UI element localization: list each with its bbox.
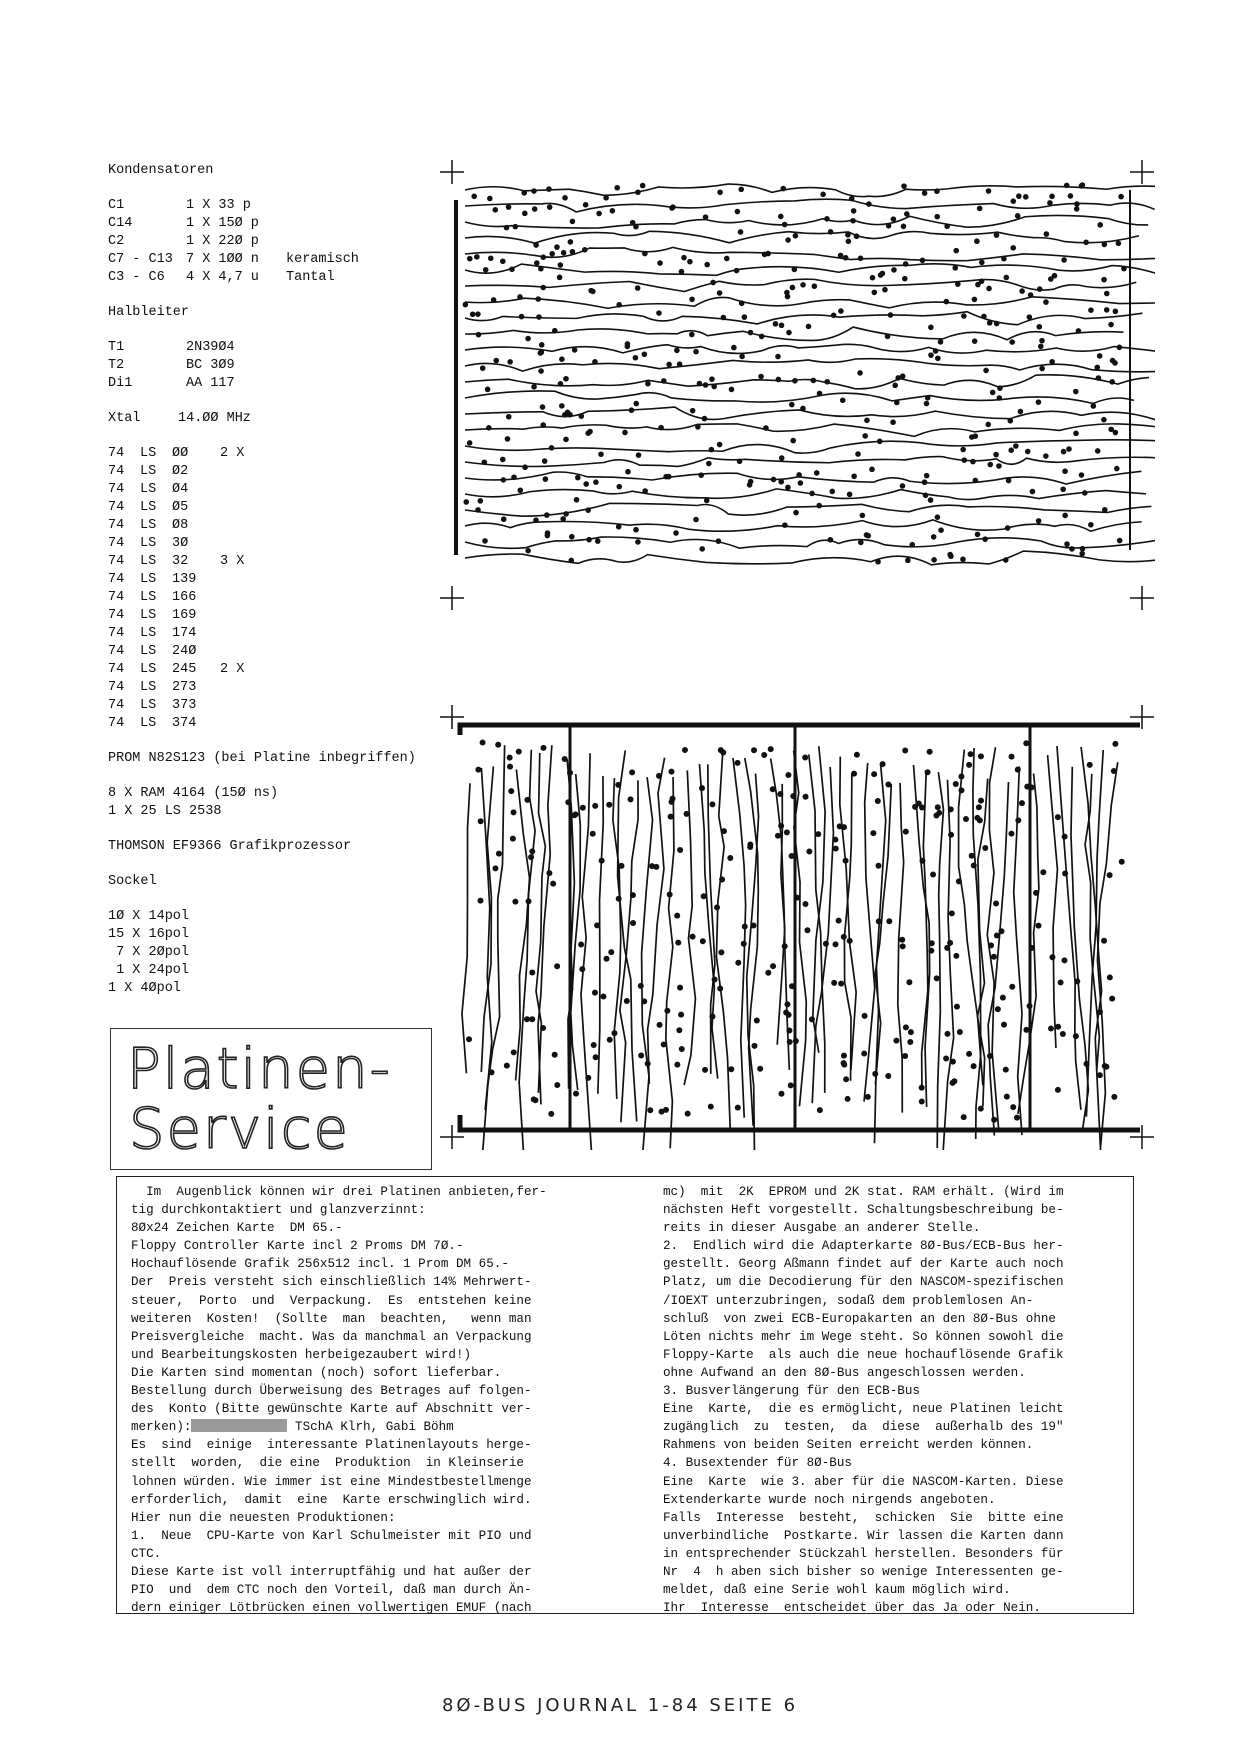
article-box <box>116 1176 1134 1614</box>
capacitor-note: Tantal <box>286 270 335 285</box>
ic-prefix: 74 <box>108 572 125 587</box>
article-line: Floppy-Karte als auch die neue hochauflösende Grafik <box>663 1347 1064 1362</box>
article-line: CTC. <box>131 1546 162 1561</box>
ic-family: LS <box>140 698 157 713</box>
article-line: erforderlich, damit eine Karte erschwinglich wird. <box>131 1492 532 1507</box>
ic-family: LS <box>140 608 157 623</box>
ic-row <box>108 625 468 643</box>
ic-row <box>108 679 468 697</box>
article-line: in entsprechender Stückzahl herstellen. Besonders für <box>663 1546 1064 1561</box>
capacitor-qty: 7 X 1ØØ n <box>186 252 259 267</box>
article-line: zugänglich zu testen, da diese außerhalb des 19" <box>663 1420 1064 1435</box>
ic-family: LS <box>140 518 157 533</box>
ic-prefix: 74 <box>108 680 125 695</box>
ic-row <box>108 607 468 625</box>
article-line: 1. Neue CPU-Karte von Karl Schulmeister mit PIO und <box>131 1528 532 1543</box>
article-line: schluß von zwei ECB-Europakarten an den 8Ø-Bus ohne <box>663 1311 1056 1326</box>
capacitor-qty: 4 X 4,7 u <box>186 270 259 285</box>
capacitor-ref: C2 <box>108 234 125 249</box>
article-line: und Bearbeitungskosten herbeigezaubert wird!) <box>131 1347 472 1362</box>
article-line: Hochauflösende Grafik 256x512 incl. 1 Prom DM 65.- <box>131 1257 509 1272</box>
capacitor-qty: 1 X 22Ø p <box>186 234 259 249</box>
semiconductor-list <box>108 339 468 393</box>
article-line: Eine Karte, die es ermöglicht, neue Platinen leicht <box>663 1402 1064 1417</box>
ic-number: 166 <box>172 590 197 605</box>
ic-family: LS <box>140 590 157 605</box>
account-holder-text: TSchA Klrh, Gabi Böhm <box>287 1420 454 1435</box>
ic-number: Ø4 <box>172 482 189 497</box>
socket-line: 1Ø X 14pol <box>108 909 190 924</box>
gpu-line: THOMSON EF9366 Grafikprozessor <box>108 839 352 854</box>
capacitor-row <box>108 251 468 269</box>
socket-line: 15 X 16pol <box>108 927 190 942</box>
article-line: 3. Busverlängerung für den ECB-Bus <box>663 1384 920 1399</box>
semiconductor-ref: Di1 <box>108 376 133 391</box>
ic-prefix: 74 <box>108 482 125 497</box>
socket-line: 1 X 24pol <box>108 963 190 978</box>
article-line: des Konto (Bitte gewünschte Karte auf Abschnitt ver- <box>131 1402 532 1417</box>
capacitor-row <box>108 233 468 251</box>
ic-row <box>108 463 468 481</box>
ic-number: 374 <box>172 716 197 731</box>
socket-list <box>108 908 468 998</box>
article-line: 4. Busextender für 8Ø-Bus <box>663 1456 852 1471</box>
article-line: mc) mit 2K EPROM und 2K stat. RAM erhält. (Wird im <box>663 1185 1064 1199</box>
article-line: Rahmens von beiden Seiten erreicht werden können. <box>663 1438 1034 1453</box>
sockets-heading: Sockel <box>108 874 157 889</box>
article-line: 2. Endlich wird die Adapterkarte 8Ø-Bus/ECB-Bus her- <box>663 1239 1064 1254</box>
ic-prefix: 74 <box>108 608 125 623</box>
ic-family: LS <box>140 500 157 515</box>
ic-row <box>108 481 468 499</box>
platinen-service-logo <box>110 1028 432 1170</box>
ram-line-1: 8 X RAM 4164 (15Ø ns) <box>108 786 279 801</box>
ic-prefix: 74 <box>108 662 125 677</box>
semiconductor-value: 2N39Ø4 <box>186 340 235 355</box>
capacitor-list <box>108 197 468 287</box>
semiconductor-value: AA 117 <box>186 376 235 391</box>
ic-family: LS <box>140 680 157 695</box>
article-line: steuer, Porto und Verpackung. Es entstehen keine <box>131 1293 532 1308</box>
capacitor-qty: 1 X 15Ø p <box>186 216 259 231</box>
ic-family: LS <box>140 482 157 497</box>
prom-line: PROM N82S123 (bei Platine inbegriffen) <box>108 751 416 766</box>
ic-family: LS <box>140 446 157 461</box>
ic-number: 273 <box>172 680 197 695</box>
ic-family: LS <box>140 662 157 677</box>
ic-row <box>108 517 468 535</box>
ic-number: 32 <box>172 554 189 569</box>
article-line: 8Øx24 Zeichen Karte DM 65.- <box>131 1221 343 1236</box>
ic-family: LS <box>140 536 157 551</box>
ic-family: LS <box>140 626 157 641</box>
article-line: merken): TSchA Klrh, Gabi Böhm <box>131 1420 454 1435</box>
capacitor-row <box>108 197 468 215</box>
ic-number: 174 <box>172 626 197 641</box>
ic-prefix: 74 <box>108 536 125 551</box>
article-line: Falls Interesse besteht, schicken Sie bitte eine <box>663 1510 1064 1525</box>
capacitor-ref: C1 <box>108 198 125 213</box>
article-line: PIO und dem CTC noch den Vorteil, daß man durch Än- <box>131 1583 532 1598</box>
ic-number: Ø8 <box>172 518 189 533</box>
ram-line-2: 1 X 25 LS 2538 <box>108 804 222 819</box>
ic-row <box>108 499 468 517</box>
article-line: Platz, um die Decodierung für den NASCOM-spezifischen <box>663 1275 1064 1290</box>
ic-qty: 2 X <box>220 446 245 461</box>
ic-family: LS <box>140 572 157 587</box>
xtal-value: 14.ØØ MHz <box>178 411 251 426</box>
article-line: unverbindliche Postkarte. Wir lassen die Karten dann <box>663 1528 1064 1543</box>
service-title-line2: Service <box>129 1097 350 1162</box>
ic-family: LS <box>140 644 157 659</box>
article-line: nächsten Heft vorgestellt. Schaltungsbeschreibung be- <box>663 1203 1064 1218</box>
article-left-column <box>131 1183 624 1617</box>
article-line: Im Augenblick können wir drei Platinen anbieten,fer- <box>131 1185 547 1199</box>
capacitor-note: keramisch <box>286 252 359 267</box>
ic-prefix: 74 <box>108 518 125 533</box>
pcb-bottom-layer-image <box>440 705 1155 1150</box>
ic-prefix: 74 <box>108 464 125 479</box>
ic-list <box>108 445 468 733</box>
capacitors-heading: Kondensatoren <box>108 163 214 178</box>
page-footer: 8Ø-BUS JOURNAL 1-84 SEITE 6 <box>441 1695 799 1716</box>
ic-row <box>108 571 468 589</box>
ic-prefix: 74 <box>108 626 125 641</box>
socket-line: 7 X 2Øpol <box>108 945 190 960</box>
ic-number: 139 <box>172 572 197 587</box>
ic-row <box>108 697 468 715</box>
capacitor-qty: 1 X 33 p <box>186 198 251 213</box>
capacitor-row <box>108 269 468 287</box>
article-line: dern einiger Lötbrücken einen vollwertigen EMUF (nach <box>131 1601 532 1616</box>
ic-row <box>108 535 468 553</box>
article-line: Nr 4 h aben sich bisher so wenige Interessenten ge- <box>663 1564 1064 1579</box>
ic-number: 3Ø <box>172 536 189 551</box>
capacitor-row <box>108 215 468 233</box>
ic-number: Ø2 <box>172 464 189 479</box>
ic-number: 169 <box>172 608 197 623</box>
parts-list <box>108 162 468 998</box>
article-line: Extenderkarte wurde noch nirgends angeboten. <box>663 1492 996 1507</box>
article-line: Floppy Controller Karte incl 2 Proms DM 7Ø.- <box>131 1239 464 1254</box>
service-title-line1: Platinen- <box>127 1037 392 1102</box>
capacitor-ref: C14 <box>108 216 133 231</box>
ic-row <box>108 445 468 463</box>
article-line: ohne Aufwand an den 8Ø-Bus angeschlossen werden. <box>663 1365 1026 1380</box>
ic-number: ØØ <box>172 446 189 461</box>
ic-row <box>108 715 468 733</box>
article-line: tig durchkontaktiert und glanzverzinnt: <box>131 1203 426 1218</box>
ic-row <box>108 589 468 607</box>
ic-prefix: 74 <box>108 716 125 731</box>
ic-prefix: 74 <box>108 500 125 515</box>
article-line: Eine Karte wie 3. aber für die NASCOM-Karten. Diese <box>663 1474 1064 1489</box>
article-line: Der Preis versteht sich einschließlich 14% Mehrwert- <box>131 1275 532 1290</box>
ic-prefix: 74 <box>108 590 125 605</box>
ic-family: LS <box>140 716 157 731</box>
pcb-top-layer-image <box>440 160 1155 610</box>
ic-number: 24Ø <box>172 644 197 659</box>
article-line: Löten nichts mehr im Wege steht. So können sowohl die <box>663 1329 1064 1344</box>
article-line: /IOEXT unterzubringen, sodaß dem problemlosen An- <box>663 1293 1034 1308</box>
ic-row <box>108 643 468 661</box>
semiconductor-ref: T2 <box>108 358 125 373</box>
article-line: Diese Karte ist voll interruptfähig und hat außer der <box>131 1564 532 1579</box>
article-line: Ihr Interesse entscheidet über das Ja oder Nein. <box>663 1601 1041 1616</box>
ic-prefix: 74 <box>108 644 125 659</box>
article-line: lohnen würden. Wie immer ist eine Mindestbestellmenge <box>131 1474 532 1489</box>
semiconductor-row <box>108 339 468 357</box>
socket-line: 1 X 4Øpol <box>108 981 181 996</box>
xtal-row <box>108 410 468 428</box>
ic-prefix: 74 <box>108 446 125 461</box>
redacted-account-bar <box>191 1419 287 1432</box>
ic-number: Ø5 <box>172 500 189 515</box>
ic-number: 373 <box>172 698 197 713</box>
article-line: Hier nun die neuesten Produktionen: <box>131 1510 396 1525</box>
article-line: Es sind einige interessante Platinenlayouts herge- <box>131 1438 532 1453</box>
ic-qty: 3 X <box>220 554 245 569</box>
ic-qty: 2 X <box>220 662 245 677</box>
ic-number: 245 <box>172 662 197 677</box>
semiconductor-ref: T1 <box>108 340 125 355</box>
capacitor-ref: C7 - C13 <box>108 252 173 267</box>
article-line: stellt worden, die eine Produktion in Kleinserie <box>131 1456 524 1471</box>
ic-prefix: 74 <box>108 554 125 569</box>
article-line: meldet, daß eine Serie wohl kaum möglich wird. <box>663 1583 1011 1598</box>
xtal-label: Xtal <box>108 411 141 426</box>
ic-row <box>108 553 468 571</box>
article-line: Die Karten sind momentan (noch) sofort lieferbar. <box>131 1365 502 1380</box>
ic-prefix: 74 <box>108 698 125 713</box>
article-line: weiteren Kosten! (Sollte man beachten, wenn man <box>131 1311 532 1326</box>
ic-family: LS <box>140 554 157 569</box>
ic-row <box>108 661 468 679</box>
semiconductor-row <box>108 357 468 375</box>
article-line: Bestellung durch Überweisung des Betrages auf folgen- <box>131 1384 532 1399</box>
article-line: gestellt. Georg Aßmann findet auf der Karte auch noch <box>663 1257 1064 1272</box>
semiconductors-heading: Halbleiter <box>108 305 190 320</box>
capacitor-ref: C3 - C6 <box>108 270 165 285</box>
semiconductor-value: BC 3Ø9 <box>186 358 235 373</box>
article-line: Preisvergleiche macht. Was da manchmal an Verpackung <box>131 1329 532 1344</box>
semiconductor-row <box>108 375 468 393</box>
article-right-column <box>663 1183 1156 1617</box>
article-line: reits in dieser Ausgabe an anderer Stelle. <box>663 1221 981 1236</box>
ic-family: LS <box>140 464 157 479</box>
